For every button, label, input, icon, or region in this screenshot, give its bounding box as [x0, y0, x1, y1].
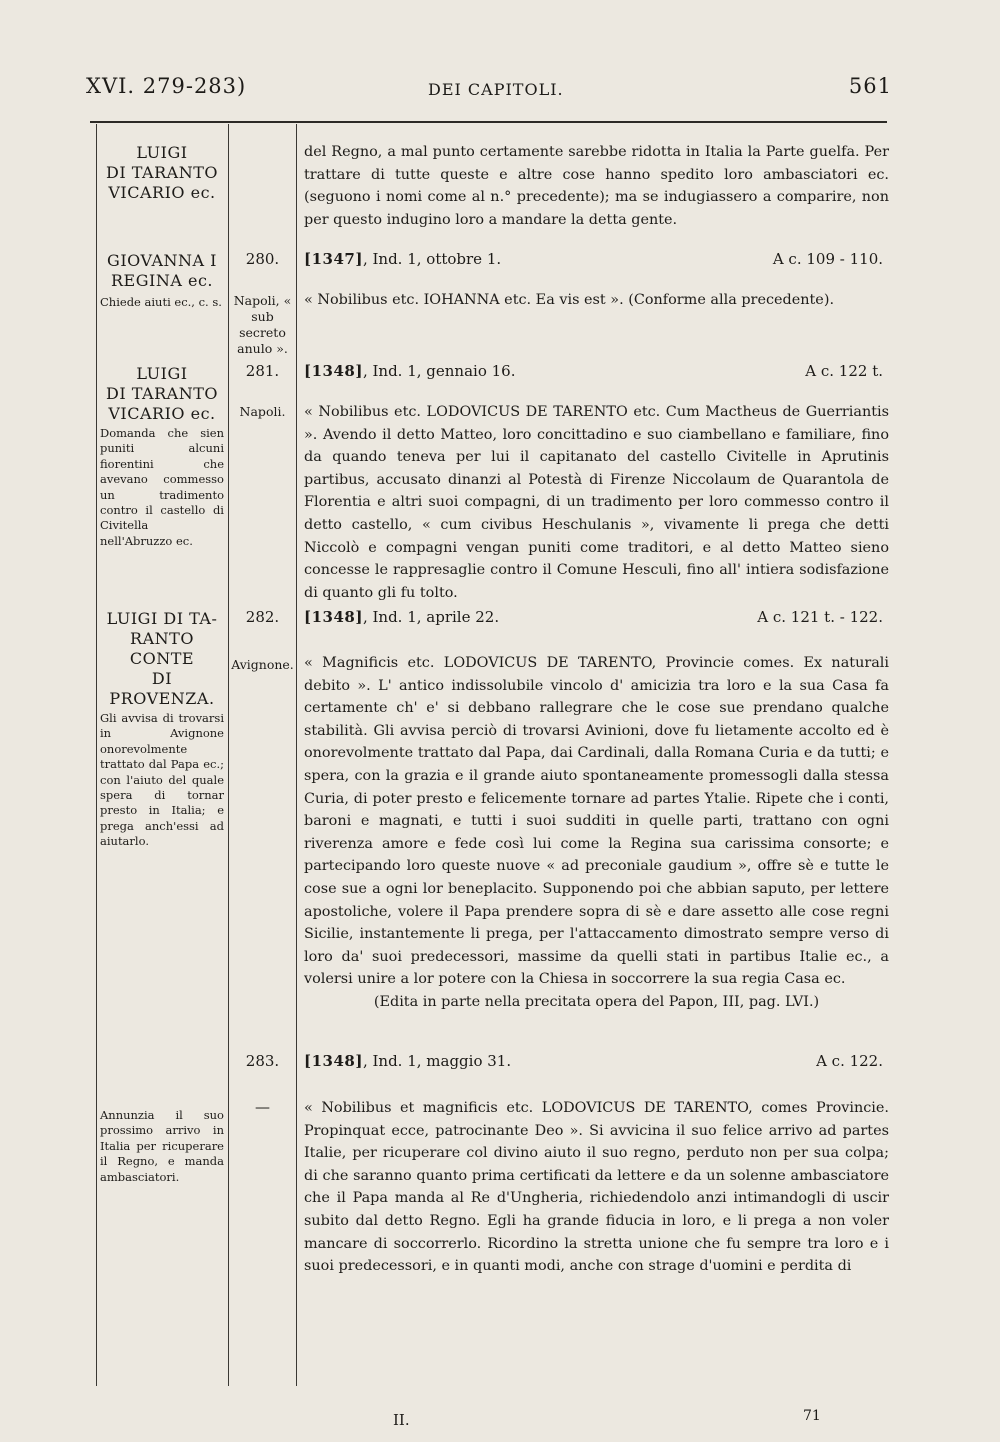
entry-text-282	[304, 652, 889, 1014]
date-year: [1348]	[304, 608, 363, 626]
archive-ref-281: A c. 122 t.	[805, 362, 883, 380]
summary-280: Chiede aiuti ec., c. s.	[100, 295, 222, 309]
entry-body-282: « Magnificis etc. LODOVICUS DE TARENTO, Provincie comes. Ex naturali debito ». L' antico indissolubile vincolo d' amicizia tra loro e la sua Casa fa certamente ch' e' si debbano rallegrare che le cose sue prendano qualche stabilità. Gli avvisa perciò di trovarsi Avinioni, dove fu lietamente accolto ed è onorevolmente trattato dal Papa, dai Cardinali, dalla Romana Curia e da tutti; e spera, con la grazia e il grande aiuto spontaneamente promessogli dalla stessa Curia, di poter presto e felicemente tornare ad partes Ytalie. Ripete che i conti, baroni e magnati, e tutti i suoi sudditi in quelle parti, trattano con ogni riverenza amore e fede così lui come la Regina sua carissima consorte; e partecipando loro queste nuove « ad preconiale gaudium », offre sè e tutte le cose sue a ogni lor beneplacito. Supponendo poi che abbian saputo, per lettere apostoliche, volere il Papa prendere sopra di sè e dare assetto alle cose regni Sicilie, instantemente li prega, per l'attaccamento dimostrato sempre verso di loro da' suoi predecessori, massime da quelli stati in partibus Italie ec., a volersi unire a lor potere con la Chiesa in soccorrere la sua regia Casa ec.	[304, 655, 889, 988]
place-280: Napoli, « sub secreto anulo ».	[233, 293, 292, 356]
header-rule	[90, 121, 887, 123]
sender-name-line: VICARIO ec.	[108, 183, 216, 202]
entry-text-280: « Nobilibus etc. IOHANNA etc. Ea vis est ». (Conforme alla precedente).	[304, 292, 835, 308]
running-head-left: XVI. 279-283)	[86, 74, 247, 98]
sender-name-line: LUIGI	[136, 364, 188, 383]
date-rest: , Ind. 1, maggio 31.	[362, 1052, 512, 1070]
entry-text-283: « Nobilibus et magnificis etc. LODOVICUS DE TARENTO, comes Provincie. Propinquat ecce, patrocinante Deo ». Si avvicina il suo felice arrivo ad partes Italie, per ricuperare col divino aiuto il suo regno, perduto non per sua colpa; di che saranno quanto prima certificati da lettere e da un solenne ambasciatore che il Papa manda al Re d'Ungheria, richiedendolo anzi intimandogli di uscir subito dal detto Regno. Egli ha grande fiducia in loro, e li prega a non voler mancare di soccorrerlo. Ricordino la stretta unione che fu sempre tra loro e i suoi predecessori, e in quanti modi, anche con strage d'uomini e perdita di	[304, 1100, 889, 1275]
sheet-number: 71	[803, 1408, 821, 1424]
column-rule-middle	[228, 124, 229, 1386]
sender-name-line: GIOVANNA I	[107, 251, 217, 270]
running-head-title: DEI CAPITOLI.	[428, 80, 564, 99]
sender-name-line: VICARIO ec.	[108, 404, 216, 423]
sender-280	[100, 251, 224, 310]
sender-name-line: DI TARANTO	[106, 163, 218, 182]
dateline-283	[304, 1052, 889, 1070]
place-282: Avignone.	[231, 657, 294, 672]
edition-note-282: (Edita in parte nella precitata opera del Papon, III, pag. LVI.)	[373, 993, 820, 1010]
date-rest: , Ind. 1, gennaio 16.	[362, 362, 516, 380]
summary-282: Gli avvisa di trovarsi in Avignone onorevolmente trattato dal Papa ec.; con l'aiuto del quale spera di tornar presto in Italia; e prega anch'essi ad aiutarlo.	[100, 711, 224, 849]
date-rest: , Ind. 1, ottobre 1.	[362, 250, 502, 268]
dateline-281	[304, 362, 889, 380]
dateline-280	[304, 250, 889, 268]
sender-name-line: LUIGI	[136, 143, 188, 162]
date-year: [1348]	[304, 1052, 363, 1070]
sender-281	[100, 364, 224, 549]
sender-283	[100, 1106, 224, 1185]
entry-text-cont: del Regno, a mal punto certamente sarebbe ridotta in Italia la Parte guelfa. Per trattare di tutte queste e altre cose hanno spedito loro ambasciatori ec. (seguono i nomi come al n.° precedente); ma se indugiassero a comparire, non per questo indugino loro a mandare la detta gente.	[304, 144, 889, 228]
summary-281: Domanda che sien puniti alcuni fiorentini che avevano commesso un tradimento contro il castello di Civitella nell'Abruzzo ec.	[100, 426, 224, 548]
place-283: —	[255, 1098, 270, 1116]
signature-mark: II.	[393, 1411, 410, 1429]
sender-name-line: DI PROVENZA.	[109, 669, 215, 708]
sender-name-line: REGINA ec.	[111, 271, 213, 290]
entry-text-281: « Nobilibus etc. LODOVICUS DE TARENTO etc. Cum Mactheus de Guerriantis ». Avendo il detto Matteo, loro concittadino e suo ciambellano e familiare, fino da quando teneva per lui il capitanato del castello Civitelle in Aprutinis partibus, accusato dinanzi al Potestà di Firenze Niccolaum de Quarantola de Florentia e altri suoi compagni, di un tradimento per loro commesso contro il detto castello, « cum civibus Heschulanis », vivamente li prega che detti Niccolò e compagni vengan puniti come traditori, e al detto Matteo sieno concesse le rappresaglie contro il Comune Hesculi, fino all' intiera sodisfazione di quanto gli fu tolto.	[304, 404, 889, 601]
dateline-282	[304, 608, 889, 626]
column-rule-left	[96, 124, 97, 1386]
entry-number-281: 281.	[245, 362, 280, 380]
archive-ref-280: A c. 109 - 110.	[772, 250, 883, 268]
sender-name-line: DI TARANTO	[106, 384, 218, 403]
sender-282	[100, 609, 224, 850]
entry-number-283: 283.	[245, 1052, 280, 1070]
date-rest: , Ind. 1, aprile 22.	[362, 608, 500, 626]
sender-cont	[100, 143, 224, 203]
place-281: Napoli.	[239, 404, 286, 419]
entry-number-282: 282.	[245, 608, 280, 626]
archive-ref-282: A c. 121 t. - 122.	[757, 608, 883, 626]
archive-ref-283: A c. 122.	[816, 1052, 883, 1070]
page-number: 561	[848, 74, 892, 98]
date-year: [1348]	[304, 362, 363, 380]
entry-number-280: 280.	[245, 250, 280, 268]
sender-name-line: RANTO CONTE	[129, 629, 195, 668]
sender-name-line: LUIGI DI TA-	[106, 609, 218, 628]
summary-283: Annunzia il suo prossimo arrivo in Italia per ricuperare il Regno, e manda ambasciatori.	[100, 1108, 224, 1184]
column-rule-right	[296, 124, 297, 1386]
date-year: [1347]	[304, 250, 363, 268]
